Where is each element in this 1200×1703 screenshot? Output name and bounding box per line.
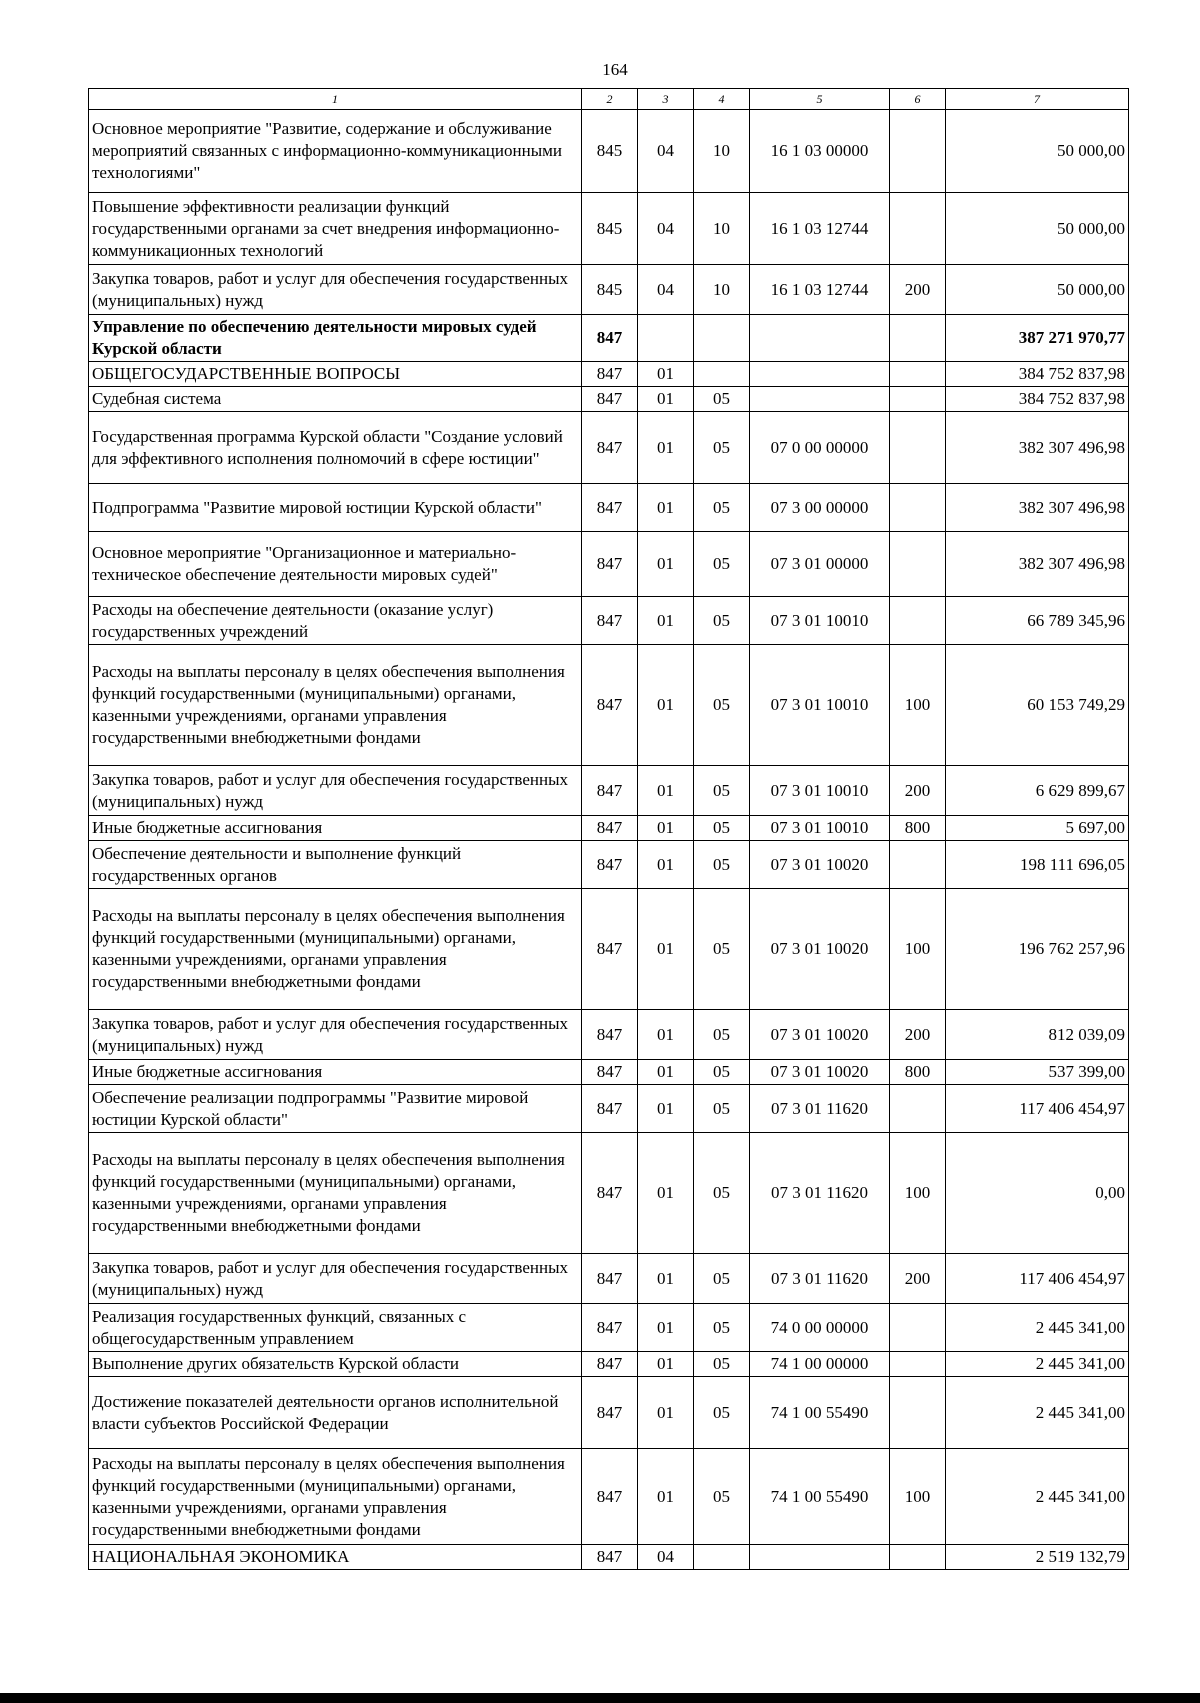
row-section: 01	[638, 841, 694, 889]
row-target-article: 07 3 01 10020	[750, 841, 890, 889]
row-subsection: 05	[694, 1352, 750, 1377]
row-admin-code: 847	[582, 841, 638, 889]
row-name: Расходы на выплаты персоналу в целях обеспечения выполнения функций государственными (муниципальными) органами, казенными учреждениями, органами управления государственными внебюджетными фондами	[89, 1449, 582, 1545]
row-expense-type: 100	[890, 1449, 946, 1545]
row-admin-code: 847	[582, 387, 638, 412]
header-col-1: 1	[89, 89, 582, 110]
row-section: 01	[638, 1254, 694, 1304]
row-subsection: 10	[694, 193, 750, 265]
row-expense-type	[890, 532, 946, 597]
table-row	[89, 889, 1129, 1010]
row-subsection	[694, 1545, 750, 1570]
row-section: 01	[638, 597, 694, 645]
table-row	[89, 1304, 1129, 1352]
row-subsection: 10	[694, 265, 750, 315]
row-expense-type	[890, 1377, 946, 1449]
row-admin-code: 847	[582, 532, 638, 597]
row-subsection: 05	[694, 532, 750, 597]
row-target-article: 07 3 01 10020	[750, 1010, 890, 1060]
row-subsection: 05	[694, 1060, 750, 1085]
row-admin-code: 847	[582, 766, 638, 816]
row-expense-type: 800	[890, 1060, 946, 1085]
row-name: Основное мероприятие "Организационное и материально-техническое обеспечение деятельности мировых судей"	[89, 532, 582, 597]
row-section: 01	[638, 1085, 694, 1133]
row-name: Расходы на обеспечение деятельности (оказание услуг) государственных учреждений	[89, 597, 582, 645]
row-name: Обеспечение деятельности и выполнение функций государственных органов	[89, 841, 582, 889]
budget-table	[88, 88, 1129, 1570]
row-target-article	[750, 1545, 890, 1570]
row-name: Расходы на выплаты персоналу в целях обеспечения выполнения функций государственными (муниципальными) органами, казенными учреждениями, органами управления государственными внебюджетными фондами	[89, 645, 582, 766]
table-row	[89, 532, 1129, 597]
row-amount: 384 752 837,98	[946, 362, 1129, 387]
row-expense-type: 800	[890, 816, 946, 841]
row-amount: 0,00	[946, 1133, 1129, 1254]
row-subsection: 05	[694, 1449, 750, 1545]
table-row	[89, 766, 1129, 816]
row-expense-type: 200	[890, 766, 946, 816]
row-subsection: 05	[694, 1010, 750, 1060]
scan-edge	[0, 1693, 1200, 1703]
row-admin-code: 847	[582, 1304, 638, 1352]
row-name: Расходы на выплаты персоналу в целях обеспечения выполнения функций государственными (муниципальными) органами, казенными учреждениями, органами управления государственными внебюджетными фондами	[89, 1133, 582, 1254]
row-subsection: 05	[694, 597, 750, 645]
row-amount: 2 445 341,00	[946, 1377, 1129, 1449]
row-subsection: 05	[694, 1254, 750, 1304]
row-expense-type	[890, 110, 946, 193]
row-amount: 2 445 341,00	[946, 1449, 1129, 1545]
row-amount: 812 039,09	[946, 1010, 1129, 1060]
row-section: 01	[638, 816, 694, 841]
row-admin-code: 847	[582, 816, 638, 841]
row-amount: 6 629 899,67	[946, 766, 1129, 816]
table-row	[89, 1133, 1129, 1254]
page-number: 164	[602, 60, 628, 79]
row-target-article	[750, 362, 890, 387]
row-expense-type: 200	[890, 1254, 946, 1304]
row-target-article: 74 1 00 55490	[750, 1449, 890, 1545]
row-name: Закупка товаров, работ и услуг для обеспечения государственных (муниципальных) нужд	[89, 1254, 582, 1304]
row-expense-type	[890, 412, 946, 484]
row-expense-type: 100	[890, 889, 946, 1010]
row-expense-type: 100	[890, 1133, 946, 1254]
row-subsection	[694, 315, 750, 362]
row-name: Обеспечение реализации подпрограммы "Развитие мировой юстиции Курской области"	[89, 1085, 582, 1133]
row-subsection: 05	[694, 1304, 750, 1352]
row-section: 01	[638, 1304, 694, 1352]
row-section: 01	[638, 532, 694, 597]
row-amount: 117 406 454,97	[946, 1085, 1129, 1133]
row-amount: 66 789 345,96	[946, 597, 1129, 645]
row-admin-code: 847	[582, 1133, 638, 1254]
row-subsection: 05	[694, 387, 750, 412]
table-row	[89, 597, 1129, 645]
row-name: Реализация государственных функций, связанных с общегосударственным управлением	[89, 1304, 582, 1352]
row-amount: 384 752 837,98	[946, 387, 1129, 412]
row-amount: 537 399,00	[946, 1060, 1129, 1085]
row-name: ОБЩЕГОСУДАРСТВЕННЫЕ ВОПРОСЫ	[89, 362, 582, 387]
row-section: 04	[638, 193, 694, 265]
header-col-7: 7	[946, 89, 1129, 110]
row-admin-code: 847	[582, 889, 638, 1010]
header-col-4: 4	[694, 89, 750, 110]
row-expense-type	[890, 1085, 946, 1133]
row-name: Иные бюджетные ассигнования	[89, 1060, 582, 1085]
row-admin-code: 847	[582, 1254, 638, 1304]
row-section: 01	[638, 1377, 694, 1449]
row-admin-code: 847	[582, 412, 638, 484]
table-row	[89, 1060, 1129, 1085]
row-amount: 5 697,00	[946, 816, 1129, 841]
row-target-article: 07 3 01 10010	[750, 645, 890, 766]
row-admin-code: 847	[582, 1449, 638, 1545]
row-target-article: 07 3 00 00000	[750, 484, 890, 532]
row-subsection: 05	[694, 889, 750, 1010]
row-name: Основное мероприятие "Развитие, содержание и обслуживание мероприятий связанных с информационно-коммуникационными технологиями"	[89, 110, 582, 193]
row-target-article: 74 0 00 00000	[750, 1304, 890, 1352]
row-section: 01	[638, 766, 694, 816]
row-subsection	[694, 362, 750, 387]
row-amount: 382 307 496,98	[946, 412, 1129, 484]
table-row	[89, 265, 1129, 315]
row-amount: 196 762 257,96	[946, 889, 1129, 1010]
row-name: НАЦИОНАЛЬНАЯ ЭКОНОМИКА	[89, 1545, 582, 1570]
row-name: Достижение показателей деятельности органов исполнительной власти субъектов Российской Федерации	[89, 1377, 582, 1449]
row-subsection: 05	[694, 484, 750, 532]
row-expense-type	[890, 597, 946, 645]
row-admin-code: 845	[582, 193, 638, 265]
row-admin-code: 847	[582, 1352, 638, 1377]
row-name: Государственная программа Курской области "Создание условий для эффективного исполнения полномочий в сфере юстиции"	[89, 412, 582, 484]
row-section: 01	[638, 1060, 694, 1085]
header-col-5: 5	[750, 89, 890, 110]
row-subsection: 05	[694, 1377, 750, 1449]
row-expense-type	[890, 387, 946, 412]
table-row	[89, 841, 1129, 889]
row-amount: 50 000,00	[946, 265, 1129, 315]
table-row	[89, 1254, 1129, 1304]
row-admin-code: 847	[582, 484, 638, 532]
row-target-article: 07 0 00 00000	[750, 412, 890, 484]
header-col-6: 6	[890, 89, 946, 110]
row-name: Повышение эффективности реализации функций государственными органами за счет внедрения информационно-коммуникационных технологий	[89, 193, 582, 265]
row-admin-code: 847	[582, 1010, 638, 1060]
table-row	[89, 362, 1129, 387]
table-row	[89, 1010, 1129, 1060]
row-target-article: 07 3 01 11620	[750, 1085, 890, 1133]
row-target-article: 07 3 01 10010	[750, 597, 890, 645]
row-section: 04	[638, 265, 694, 315]
row-section: 01	[638, 412, 694, 484]
row-expense-type	[890, 1545, 946, 1570]
row-expense-type	[890, 362, 946, 387]
header-row	[89, 89, 1129, 110]
row-amount: 50 000,00	[946, 110, 1129, 193]
row-target-article: 07 3 01 10010	[750, 766, 890, 816]
row-target-article: 07 3 01 11620	[750, 1133, 890, 1254]
row-target-article: 16 1 03 12744	[750, 193, 890, 265]
row-name: Выполнение других обязательств Курской области	[89, 1352, 582, 1377]
table-row	[89, 816, 1129, 841]
table-row	[89, 1545, 1129, 1570]
row-name: Судебная система	[89, 387, 582, 412]
row-subsection: 05	[694, 412, 750, 484]
row-amount: 2 519 132,79	[946, 1545, 1129, 1570]
row-admin-code: 847	[582, 1545, 638, 1570]
row-section: 04	[638, 1545, 694, 1570]
row-expense-type	[890, 193, 946, 265]
row-subsection: 05	[694, 816, 750, 841]
row-admin-code: 847	[582, 362, 638, 387]
row-section: 01	[638, 889, 694, 1010]
row-target-article: 07 3 01 10010	[750, 816, 890, 841]
row-name: Подпрограмма "Развитие мировой юстиции Курской области"	[89, 484, 582, 532]
row-name: Расходы на выплаты персоналу в целях обеспечения выполнения функций государственными (муниципальными) органами, казенными учреждениями, органами управления государственными внебюджетными фондами	[89, 889, 582, 1010]
row-section: 04	[638, 110, 694, 193]
row-expense-type	[890, 841, 946, 889]
row-amount: 382 307 496,98	[946, 532, 1129, 597]
row-section: 01	[638, 1352, 694, 1377]
row-subsection: 05	[694, 841, 750, 889]
row-admin-code: 845	[582, 110, 638, 193]
row-section: 01	[638, 362, 694, 387]
row-expense-type: 200	[890, 1010, 946, 1060]
row-admin-code: 847	[582, 315, 638, 362]
row-admin-code: 847	[582, 597, 638, 645]
table-row	[89, 110, 1129, 193]
row-amount: 50 000,00	[946, 193, 1129, 265]
row-section: 01	[638, 1010, 694, 1060]
row-expense-type	[890, 315, 946, 362]
table-row	[89, 1085, 1129, 1133]
row-subsection: 05	[694, 1133, 750, 1254]
row-amount: 117 406 454,97	[946, 1254, 1129, 1304]
row-name: Иные бюджетные ассигнования	[89, 816, 582, 841]
table-row	[89, 1352, 1129, 1377]
row-target-article	[750, 387, 890, 412]
row-target-article: 07 3 01 11620	[750, 1254, 890, 1304]
table-row	[89, 645, 1129, 766]
table-row	[89, 315, 1129, 362]
row-subsection: 05	[694, 1085, 750, 1133]
row-admin-code: 847	[582, 645, 638, 766]
row-name: Закупка товаров, работ и услуг для обеспечения государственных (муниципальных) нужд	[89, 1010, 582, 1060]
row-target-article	[750, 315, 890, 362]
row-target-article: 16 1 03 12744	[750, 265, 890, 315]
row-amount: 60 153 749,29	[946, 645, 1129, 766]
row-admin-code: 847	[582, 1377, 638, 1449]
row-subsection: 05	[694, 645, 750, 766]
row-name: Закупка товаров, работ и услуг для обеспечения государственных (муниципальных) нужд	[89, 265, 582, 315]
row-section: 01	[638, 1133, 694, 1254]
row-amount: 2 445 341,00	[946, 1352, 1129, 1377]
row-admin-code: 847	[582, 1060, 638, 1085]
row-admin-code: 845	[582, 265, 638, 315]
row-expense-type	[890, 484, 946, 532]
row-target-article: 07 3 01 00000	[750, 532, 890, 597]
table-row	[89, 412, 1129, 484]
row-section: 01	[638, 387, 694, 412]
row-expense-type	[890, 1352, 946, 1377]
row-amount: 2 445 341,00	[946, 1304, 1129, 1352]
row-name: Управление по обеспечению деятельности мировых судей Курской области	[89, 315, 582, 362]
row-target-article: 07 3 01 10020	[750, 1060, 890, 1085]
row-target-article: 74 1 00 55490	[750, 1377, 890, 1449]
table-row	[89, 1449, 1129, 1545]
row-target-article: 07 3 01 10020	[750, 889, 890, 1010]
row-admin-code: 847	[582, 1085, 638, 1133]
row-expense-type: 100	[890, 645, 946, 766]
row-section: 01	[638, 1449, 694, 1545]
table-row	[89, 484, 1129, 532]
row-expense-type: 200	[890, 265, 946, 315]
table-row	[89, 1377, 1129, 1449]
header-col-3: 3	[638, 89, 694, 110]
row-amount: 387 271 970,77	[946, 315, 1129, 362]
row-section: 01	[638, 645, 694, 766]
row-section	[638, 315, 694, 362]
row-expense-type	[890, 1304, 946, 1352]
row-amount: 382 307 496,98	[946, 484, 1129, 532]
row-amount: 198 111 696,05	[946, 841, 1129, 889]
row-target-article: 16 1 03 00000	[750, 110, 890, 193]
header-col-2: 2	[582, 89, 638, 110]
table-row	[89, 387, 1129, 412]
table-row	[89, 193, 1129, 265]
row-section: 01	[638, 484, 694, 532]
row-target-article: 74 1 00 00000	[750, 1352, 890, 1377]
row-name: Закупка товаров, работ и услуг для обеспечения государственных (муниципальных) нужд	[89, 766, 582, 816]
row-subsection: 05	[694, 766, 750, 816]
row-subsection: 10	[694, 110, 750, 193]
